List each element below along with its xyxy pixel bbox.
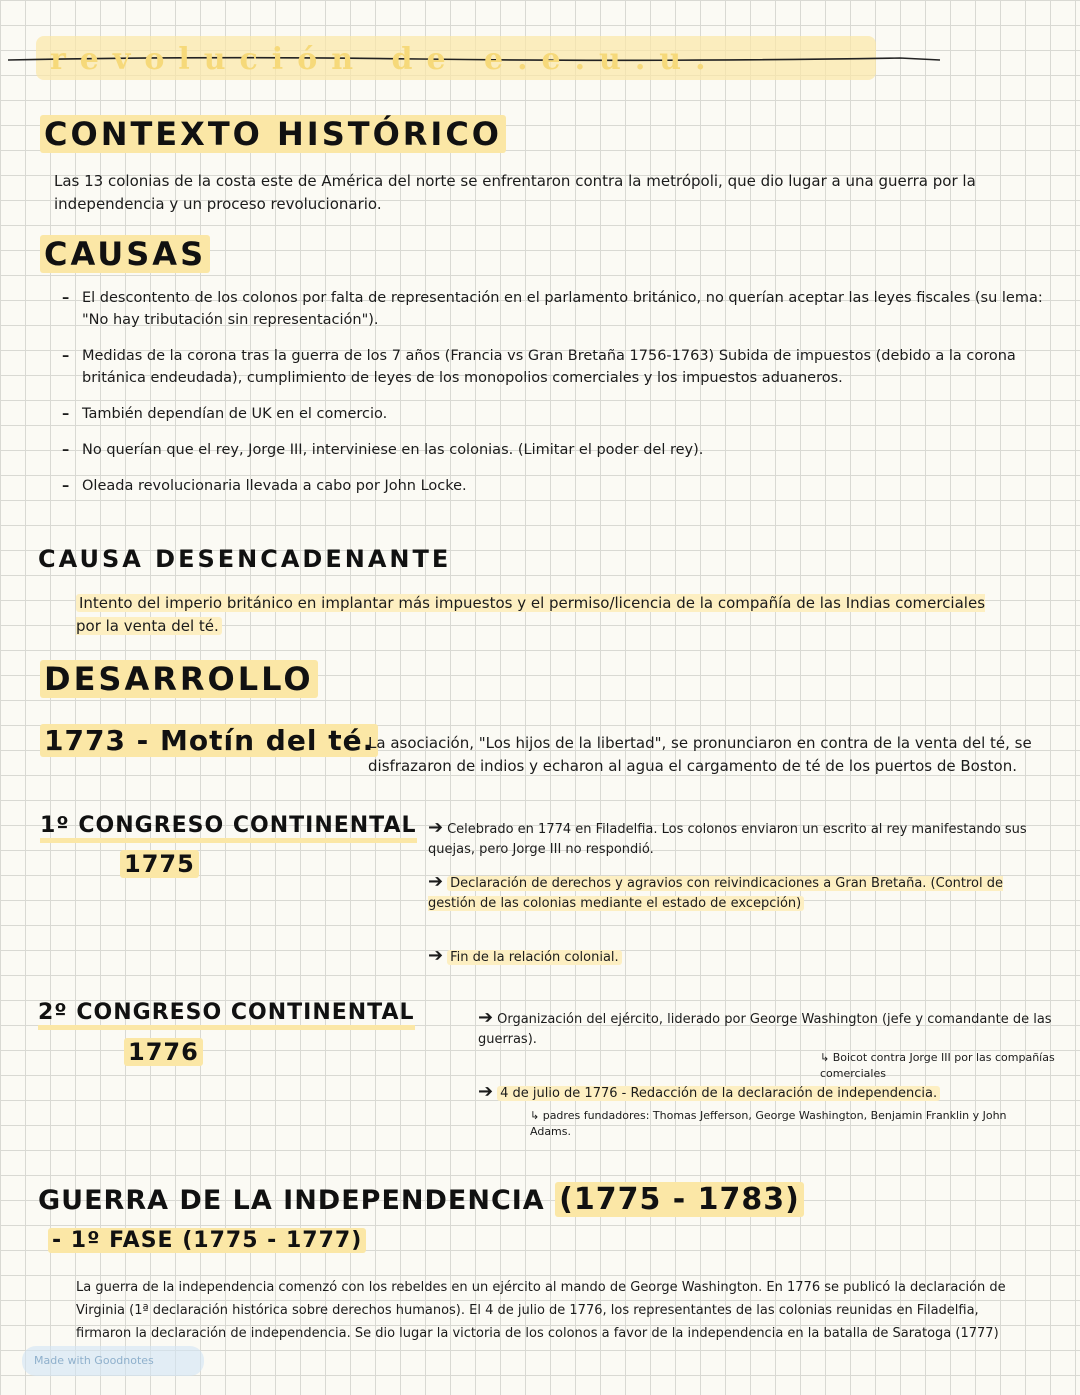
causa-item: – No querían que el rey, Jorge III, interviniese en las colonias. (Limitar el poder del rey). — [62, 439, 1062, 461]
congreso1-point: ➔ Declaración de derechos y agravios con reivindicaciones a Gran Bretaña. (Control de gestión de las colonias mediante el estado de excepción) — [428, 871, 1004, 911]
page-title: revolución de e.e.u.u. — [50, 42, 720, 77]
guerra-fase: - 1º FASE (1775 - 1777) — [48, 1228, 366, 1253]
desencadenante-heading: CAUSA DESENCADENANTE — [38, 545, 452, 573]
guerra-text: La guerra de la independencia comenzó con los rebeldes en un ejército al mando de George Washington. En 1776 se publicó la declaración de Virginia (1ª declaración histórica sobre derechos humanos). El 4 de julio de 1776, los representantes de las colonias reunidas en Filadelfia, firmaron la declaración de independencia. Se dio lugar la victoria de los colonos a favor de la independencia en la batalla de Saratoga (1777) — [76, 1280, 1006, 1341]
causa-item: – El descontento de los colonos por falta de representación en el parlamento británico, no querían aceptar las leyes fiscales (su lema: "No hay tributación sin representación"). — [62, 287, 1062, 331]
desencadenante-text: Intento del imperio británico en implantar más impuestos y el permiso/licencia de la compañía de las Indias comerciales por la venta del té. — [76, 594, 986, 635]
congreso1-point: ➔ Fin de la relación colonial. — [428, 946, 1048, 968]
guerra-years: (1775 - 1783) — [555, 1182, 804, 1217]
congreso1-label: 1º CONGRESO CONTINENTAL — [40, 813, 417, 838]
congreso2-year: 1776 — [124, 1038, 203, 1066]
congreso2-label: 2º CONGRESO CONTINENTAL — [38, 1000, 415, 1025]
causa-item: – Medidas de la corona tras la guerra de los 7 años (Francia vs Gran Bretaña 1756-1763) Subida de impuestos (debido a la corona británica endeudada), cumplimiento de leyes de los monopolios comerciales y los impuestos aduaneros. — [62, 345, 1062, 389]
causa-item: – Oleada revolucionaria llevada a cabo por John Locke. — [62, 475, 1062, 497]
arrow-right-icon: ➔ — [428, 871, 444, 892]
guerra-heading: GUERRA DE LA INDEPENDENCIA (1775 - 1783) — [38, 1182, 804, 1217]
causas-list — [62, 287, 1062, 511]
arrow-right-icon: ➔ — [428, 945, 444, 966]
arrow-right-icon: ➔ — [478, 1007, 494, 1028]
arrow-right-icon: ➔ — [478, 1081, 494, 1102]
desarrollo-heading: DESARROLLO — [40, 660, 318, 698]
congreso2-note: ↳ padres fundadores: Thomas Jefferson, George Washington, Benjamin Franklin y John Adams. — [530, 1109, 1007, 1138]
congreso2-point: ➔ Organización del ejército, liderado por George Washington (jefe y comandante de las guerras). — [478, 1007, 1052, 1047]
congreso2-point: ➔ 4 de julio de 1776 - Redacción de la declaración de independencia. — [478, 1082, 1068, 1104]
congreso1-point: ➔ Celebrado en 1774 en Filadelfia. Los colonos enviaron un escrito al rey manifestando sus quejas, pero Jorge III no respondió. — [428, 817, 1027, 857]
motin-label: 1773 - Motín del té. — [40, 724, 378, 757]
arrow-right-icon: ➔ — [428, 817, 444, 838]
causas-heading: CAUSAS — [40, 235, 210, 273]
contexto-heading: CONTEXTO HISTÓRICO — [40, 115, 506, 153]
contexto-text: Las 13 colonias de la costa este de América del norte se enfrentaron contra la metrópoli, que dio lugar a una guerra por la independencia y un proceso revolucionario. — [54, 172, 976, 213]
congreso2-note: ↳ Boicot contra Jorge III por las compañías comerciales — [820, 1051, 1055, 1080]
title-banner — [0, 28, 1080, 88]
motin-text: La asociación, "Los hijos de la libertad", se pronunciaron en contra de la venta del té, se disfrazaron de indios y echaron al agua el cargamento de té de los puertos de Boston. — [368, 734, 1032, 775]
congreso1-year: 1775 — [120, 850, 199, 878]
causa-item: – También dependían de UK en el comercio. — [62, 403, 1062, 425]
goodnotes-watermark: Made with Goodnotes — [22, 1346, 204, 1376]
